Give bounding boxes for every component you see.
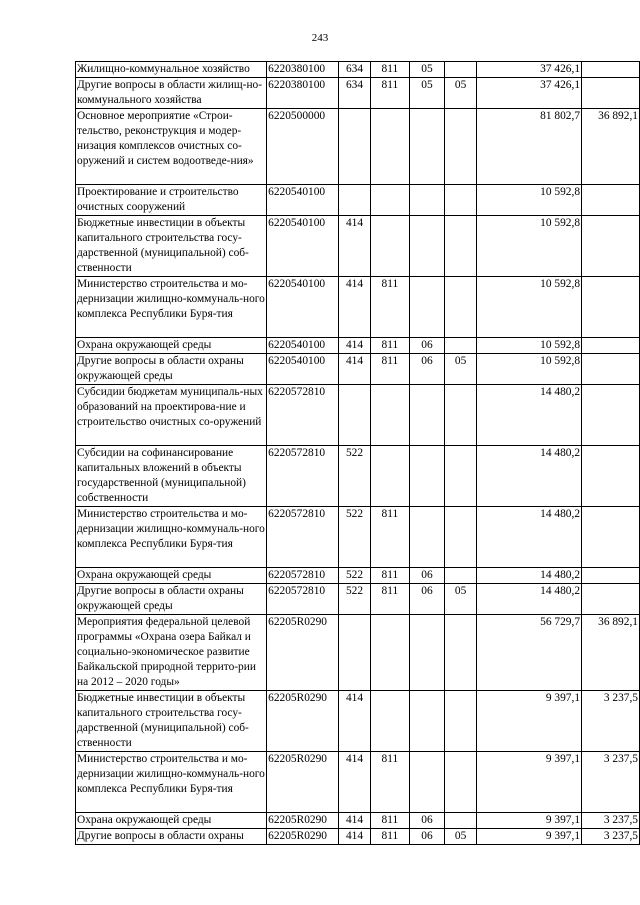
amount-2: 3 237,5	[582, 752, 640, 813]
amount-1: 14 480,2	[477, 385, 582, 446]
table-row	[76, 691, 640, 752]
amount-1: 9 397,1	[477, 752, 582, 813]
subsection-code	[444, 752, 477, 813]
amount-2: 36 892,1	[582, 615, 640, 691]
subsection-code	[444, 691, 477, 752]
table-row	[76, 277, 640, 338]
table-row	[76, 354, 640, 385]
grbs-code: 811	[370, 507, 410, 568]
amount-1: 81 802,7	[477, 109, 582, 185]
target-code: 6220572810	[267, 507, 339, 568]
expense-type: 414	[339, 813, 370, 829]
amount-2	[582, 185, 640, 216]
target-code: 62205R0290	[267, 691, 339, 752]
amount-1: 14 480,2	[477, 584, 582, 615]
target-code: 62205R0290	[267, 752, 339, 813]
grbs-code	[370, 446, 410, 507]
row-name: Другие вопросы в области охраны	[76, 829, 267, 845]
section-code: 06	[410, 354, 445, 385]
expense-type: 634	[339, 62, 370, 78]
subsection-code	[444, 216, 477, 277]
target-code: 6220380100	[267, 78, 339, 109]
amount-2	[582, 507, 640, 568]
table-row	[76, 615, 640, 691]
section-code: 05	[410, 78, 445, 109]
row-name: Жилищно-коммунальное хозяйство	[76, 62, 267, 78]
amount-2	[582, 568, 640, 584]
amount-1: 14 480,2	[477, 446, 582, 507]
amount-2	[582, 584, 640, 615]
expense-type: 634	[339, 78, 370, 109]
table-body	[76, 62, 640, 845]
target-code: 62205R0290	[267, 813, 339, 829]
grbs-code: 811	[370, 584, 410, 615]
amount-2	[582, 385, 640, 446]
amount-2: 3 237,5	[582, 813, 640, 829]
expense-type: 414	[339, 354, 370, 385]
expense-type: 414	[339, 691, 370, 752]
expense-type: 522	[339, 584, 370, 615]
expense-type	[339, 185, 370, 216]
subsection-code	[444, 507, 477, 568]
table-row	[76, 584, 640, 615]
table-row	[76, 185, 640, 216]
section-code: 06	[410, 338, 445, 354]
row-name: Бюджетные инвестиции в объекты капитального строительства госу-дарственной (муниципальной) соб-ственности	[76, 216, 267, 277]
grbs-code: 811	[370, 354, 410, 385]
section-code: 06	[410, 813, 445, 829]
grbs-code	[370, 216, 410, 277]
grbs-code: 811	[370, 813, 410, 829]
expense-type: 522	[339, 446, 370, 507]
target-code: 6220380100	[267, 62, 339, 78]
subsection-code	[444, 109, 477, 185]
expense-type: 414	[339, 338, 370, 354]
target-code: 6220540100	[267, 216, 339, 277]
subsection-code	[444, 446, 477, 507]
subsection-code	[444, 568, 477, 584]
section-code: 06	[410, 568, 445, 584]
amount-2	[582, 277, 640, 338]
target-code: 6220572810	[267, 446, 339, 507]
expense-type: 414	[339, 277, 370, 338]
amount-1: 9 397,1	[477, 813, 582, 829]
amount-2	[582, 354, 640, 385]
table-row	[76, 62, 640, 78]
amount-1: 9 397,1	[477, 829, 582, 845]
budget-table	[75, 61, 640, 845]
row-name: Охрана окружающей среды	[76, 813, 267, 829]
expense-type	[339, 385, 370, 446]
amount-1: 37 426,1	[477, 78, 582, 109]
amount-1: 14 480,2	[477, 568, 582, 584]
grbs-code	[370, 385, 410, 446]
table-row	[76, 446, 640, 507]
section-code	[410, 385, 445, 446]
section-code: 05	[410, 62, 445, 78]
row-name: Другие вопросы в области охраны окружающей среды	[76, 584, 267, 615]
subsection-code	[444, 615, 477, 691]
row-name: Другие вопросы в области жилищ-но-коммунального хозяйства	[76, 78, 267, 109]
grbs-code: 811	[370, 277, 410, 338]
table-row	[76, 78, 640, 109]
expense-type	[339, 615, 370, 691]
expense-type: 414	[339, 829, 370, 845]
amount-2: 36 892,1	[582, 109, 640, 185]
subsection-code: 05	[444, 354, 477, 385]
grbs-code: 811	[370, 829, 410, 845]
table-row	[76, 568, 640, 584]
target-code: 6220540100	[267, 277, 339, 338]
row-name: Охрана окружающей среды	[76, 568, 267, 584]
row-name: Министерство строительства и мо-дернизации жилищно-коммуналь-ного комплекса Республики Буря-тия	[76, 752, 267, 813]
row-name: Проектирование и строительство очистных сооружений	[76, 185, 267, 216]
target-code: 62205R0290	[267, 615, 339, 691]
subsection-code	[444, 385, 477, 446]
target-code: 6220572810	[267, 385, 339, 446]
amount-1: 10 592,8	[477, 216, 582, 277]
subsection-code: 05	[444, 829, 477, 845]
section-code	[410, 446, 445, 507]
amount-1: 9 397,1	[477, 691, 582, 752]
section-code	[410, 185, 445, 216]
amount-1: 14 480,2	[477, 507, 582, 568]
section-code: 06	[410, 829, 445, 845]
section-code	[410, 216, 445, 277]
row-name: Мероприятия федеральной целевой программы «Охрана озера Байкал и социально-экономическое развитие Байкальской природной террито-рии на 2012 – 2020 годы»	[76, 615, 267, 691]
expense-type: 414	[339, 752, 370, 813]
amount-2	[582, 62, 640, 78]
target-code: 6220540100	[267, 185, 339, 216]
target-code: 6220572810	[267, 584, 339, 615]
subsection-code	[444, 277, 477, 338]
subsection-code	[444, 338, 477, 354]
grbs-code: 811	[370, 752, 410, 813]
section-code	[410, 109, 445, 185]
amount-1: 10 592,8	[477, 185, 582, 216]
grbs-code	[370, 109, 410, 185]
grbs-code: 811	[370, 568, 410, 584]
grbs-code	[370, 615, 410, 691]
target-code: 6220540100	[267, 354, 339, 385]
grbs-code	[370, 691, 410, 752]
target-code: 6220500000	[267, 109, 339, 185]
row-name: Другие вопросы в области охраны окружающей среды	[76, 354, 267, 385]
amount-2	[582, 78, 640, 109]
row-name: Субсидии бюджетам муниципаль-ных образований на проектирова-ние и строительство очистных со-оружений	[76, 385, 267, 446]
amount-1: 10 592,8	[477, 338, 582, 354]
grbs-code: 811	[370, 338, 410, 354]
table-row	[76, 216, 640, 277]
target-code: 62205R0290	[267, 829, 339, 845]
table-row	[76, 813, 640, 829]
subsection-code	[444, 813, 477, 829]
table-row	[76, 385, 640, 446]
grbs-code: 811	[370, 78, 410, 109]
row-name: Бюджетные инвестиции в объекты капитального строительства госу-дарственной (муниципальной) соб-ственности	[76, 691, 267, 752]
subsection-code	[444, 62, 477, 78]
amount-1: 56 729,7	[477, 615, 582, 691]
amount-1: 10 592,8	[477, 277, 582, 338]
expense-type: 522	[339, 507, 370, 568]
expense-type: 522	[339, 568, 370, 584]
amount-2	[582, 446, 640, 507]
expense-type: 414	[339, 216, 370, 277]
amount-2: 3 237,5	[582, 691, 640, 752]
row-name: Министерство строительства и мо-дернизации жилищно-коммуналь-ного комплекса Республики Буря-тия	[76, 507, 267, 568]
amount-1: 37 426,1	[477, 62, 582, 78]
section-code: 06	[410, 584, 445, 615]
subsection-code	[444, 185, 477, 216]
row-name: Охрана окружающей среды	[76, 338, 267, 354]
grbs-code: 811	[370, 62, 410, 78]
target-code: 6220540100	[267, 338, 339, 354]
page-number: 243	[311, 32, 329, 44]
section-code	[410, 277, 445, 338]
amount-2: 3 237,5	[582, 829, 640, 845]
target-code: 6220572810	[267, 568, 339, 584]
subsection-code: 05	[444, 584, 477, 615]
table-row	[76, 109, 640, 185]
section-code	[410, 752, 445, 813]
row-name: Субсидии на софинансирование капитальных вложений в объекты государственной (муниципальной) собственности	[76, 446, 267, 507]
table-row	[76, 829, 640, 845]
expense-type	[339, 109, 370, 185]
table-row	[76, 338, 640, 354]
section-code	[410, 615, 445, 691]
row-name: Министерство строительства и мо-дернизации жилищно-коммуналь-ного комплекса Республики Буря-тия	[76, 277, 267, 338]
subsection-code: 05	[444, 78, 477, 109]
grbs-code	[370, 185, 410, 216]
table-row	[76, 507, 640, 568]
amount-2	[582, 338, 640, 354]
row-name: Основное мероприятие «Строи-тельство, реконструкция и модер-низация комплексов очистных со-оружений и систем водоотведе-ния»	[76, 109, 267, 185]
section-code	[410, 691, 445, 752]
table-row	[76, 752, 640, 813]
amount-2	[582, 216, 640, 277]
amount-1: 10 592,8	[477, 354, 582, 385]
section-code	[410, 507, 445, 568]
